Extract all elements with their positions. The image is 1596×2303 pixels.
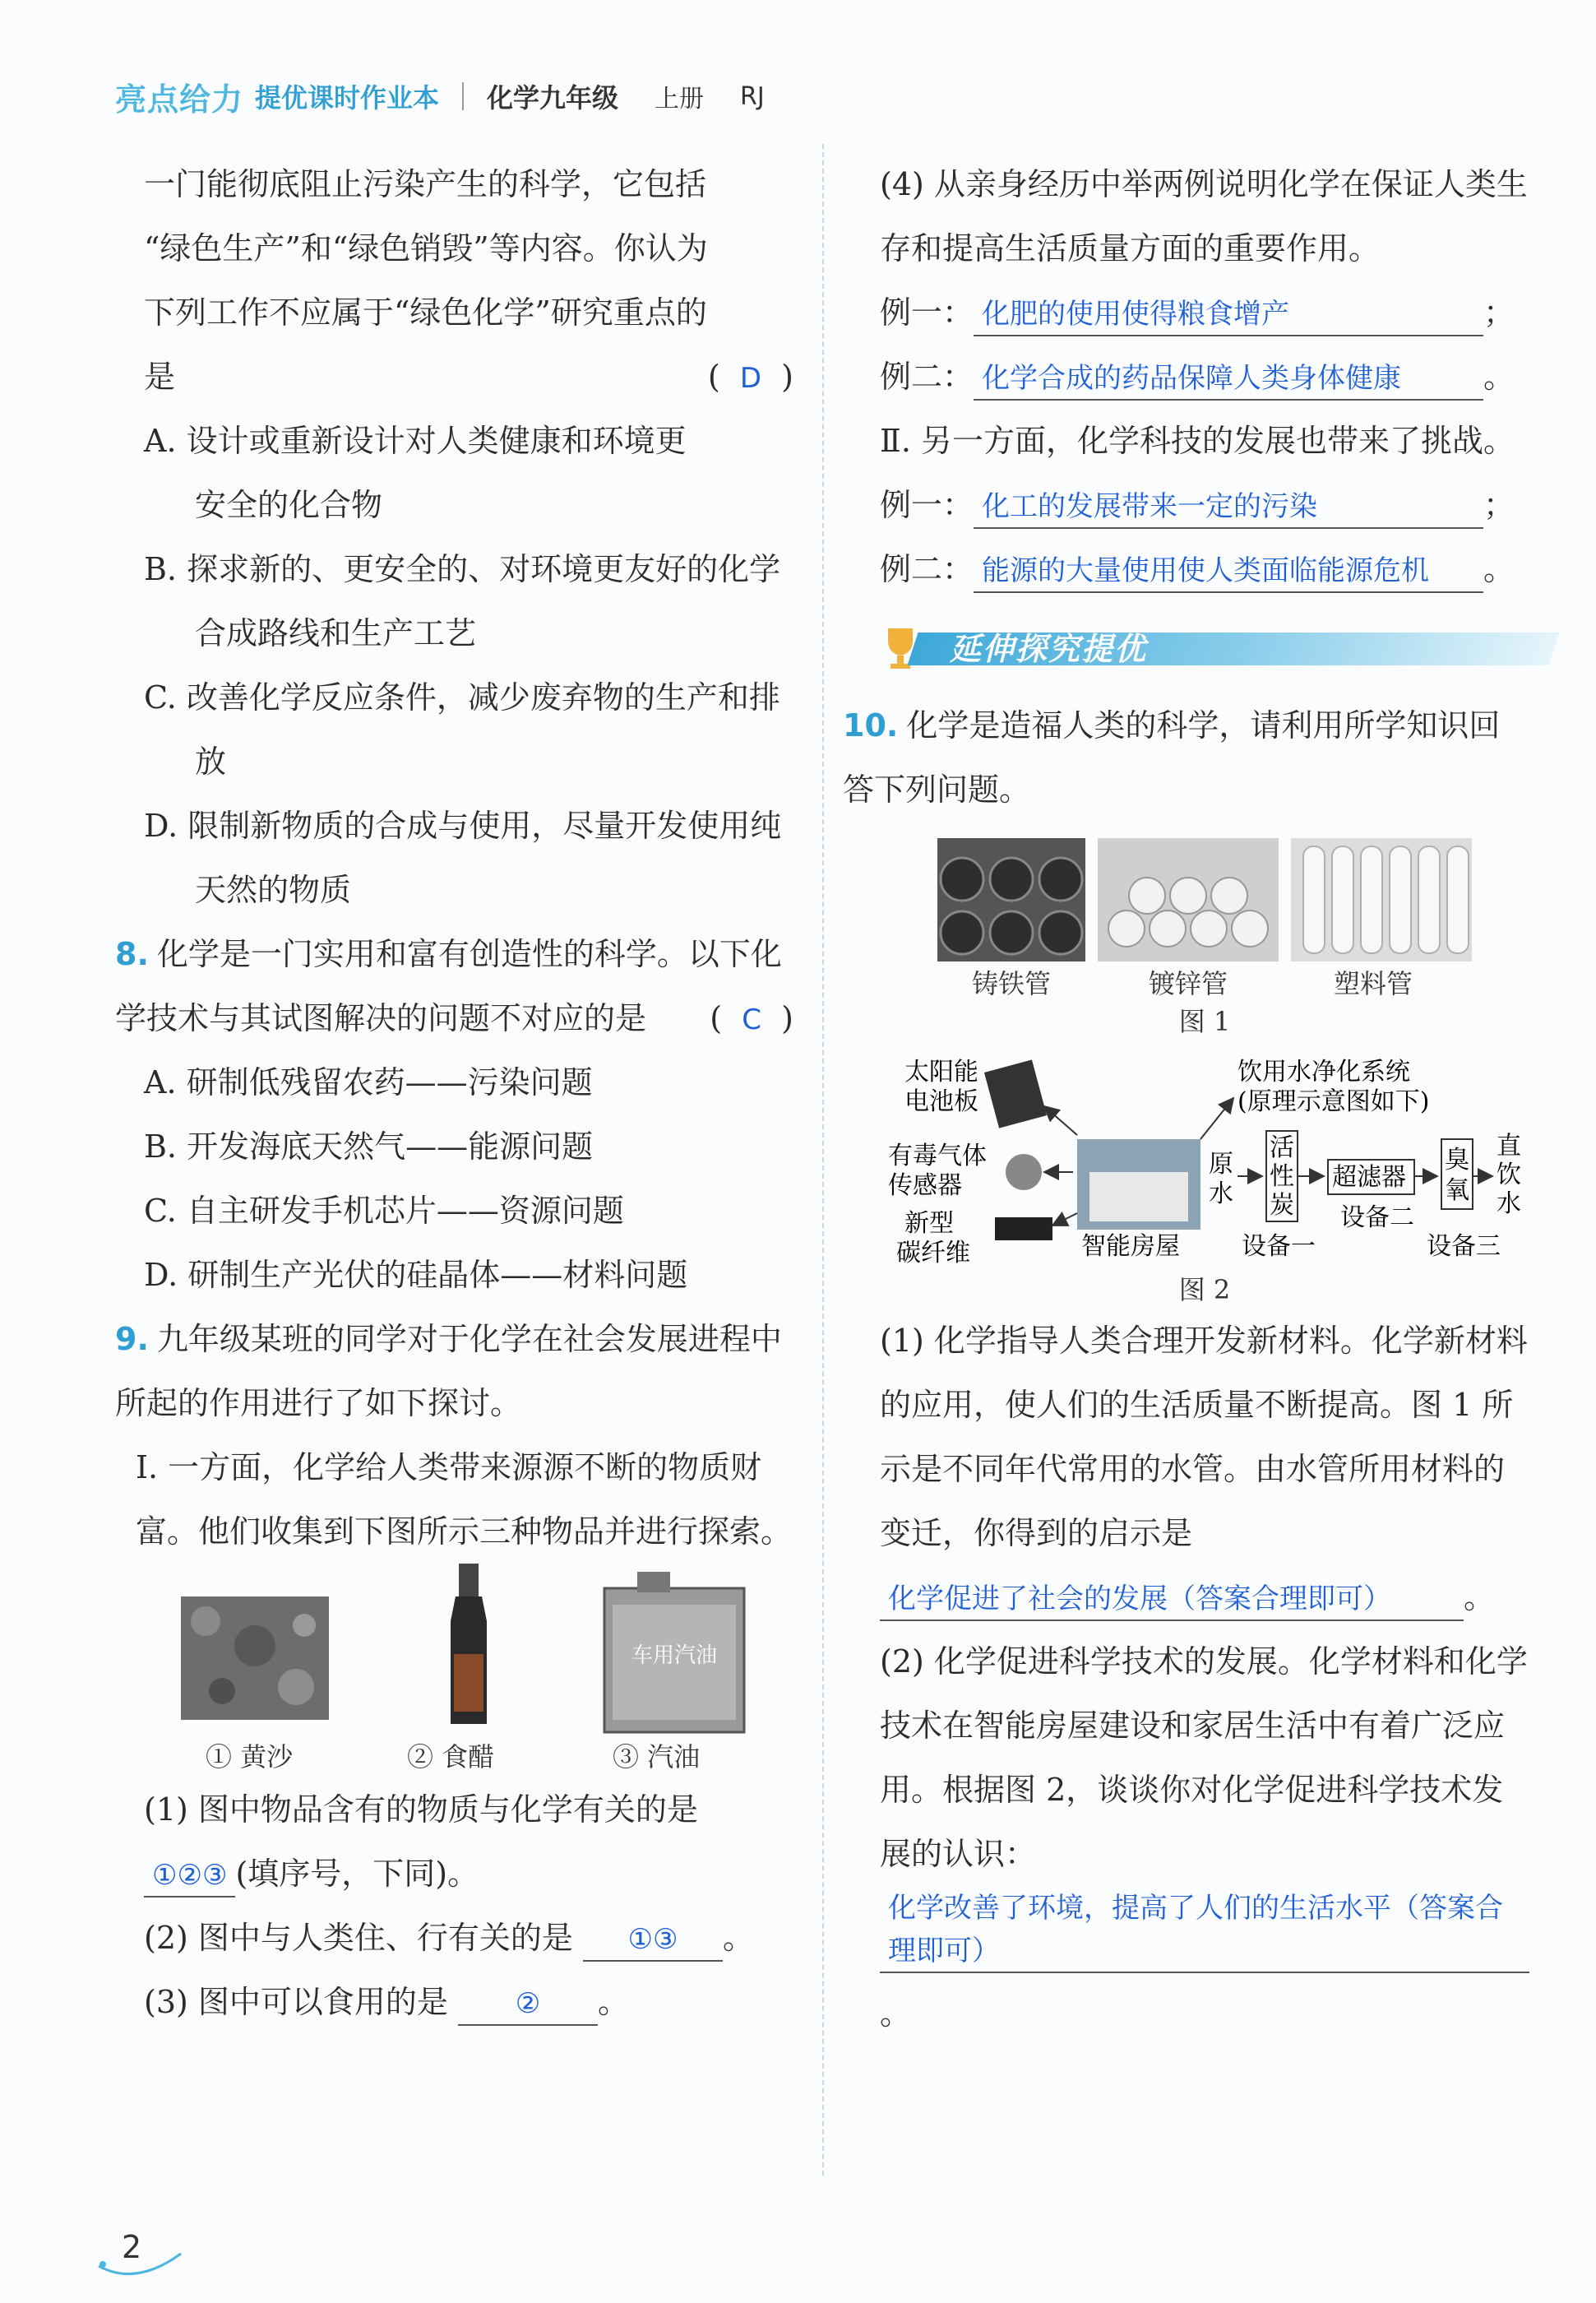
sand-image bbox=[181, 1596, 329, 1720]
page-wave-decoration bbox=[95, 2250, 185, 2282]
q9-4-example1 bbox=[880, 280, 1529, 345]
q7-answer-paren: ( D ) bbox=[707, 359, 793, 395]
fig2-gas-1: 有毒气体 bbox=[888, 1142, 987, 1170]
q8-stem bbox=[115, 922, 793, 1050]
q9-part1: Ⅰ. 一方面，化学给人类带来源源不断的物质财富。他们收集到下图所示三种物品并进行探索。 bbox=[136, 1449, 793, 1550]
q10-2-answer: 化学改善了环境，提高了人们的生活水平（答案合理即可） bbox=[888, 1892, 1503, 1967]
q8-option-b: B. 开发海底天然气——能源问题 bbox=[144, 1128, 594, 1165]
q9-number: 9. bbox=[115, 1321, 149, 1357]
q7-option-c: C. 改善化学反应条件，减少废弃物的生产和排放 bbox=[144, 679, 780, 780]
q7-option-a: A. 设计或重新设计对人类健康和环境更安全的化合物 bbox=[144, 423, 687, 523]
q9-5-ex1-label: 例一： bbox=[880, 487, 974, 523]
q7-stem-tail: 是 bbox=[144, 359, 176, 395]
banner-title: 延伸探究提优 bbox=[950, 631, 1148, 667]
q9-5-ex2-label: 例二： bbox=[880, 551, 974, 587]
q9-3-text: (3) 图中可以食用的是 bbox=[144, 1984, 448, 2020]
svg-text:臭: 臭 bbox=[1445, 1146, 1469, 1175]
q9-5-ex1-answer: 化工的发展带来一定的污染 bbox=[982, 490, 1318, 523]
fig2-solar-2: 电池板 bbox=[904, 1087, 978, 1116]
edition-label: RJ bbox=[740, 81, 765, 111]
q9-4-example2 bbox=[880, 345, 1529, 409]
figure-1-label: 图 1 bbox=[1178, 1006, 1231, 1037]
subject-title: 化学九年级 bbox=[487, 82, 619, 114]
q7-option-b: B. 探求新的、更安全的、对环境更友好的化学合成路线和生产工艺 bbox=[144, 551, 781, 651]
q10-1-answer: 化学促进了社会的发展（答案合理即可） bbox=[888, 1582, 1391, 1615]
fig2-filter: 超滤器 bbox=[1332, 1163, 1406, 1192]
fig2-dev3: 设备三 bbox=[1427, 1232, 1501, 1261]
svg-text:直: 直 bbox=[1497, 1132, 1521, 1161]
q9-part2: Ⅱ. 另一方面，化学科技的发展也带来了挑战。 bbox=[880, 423, 1515, 459]
q10-1-blank bbox=[880, 1577, 1464, 1621]
q9-5-ex2-end: 。 bbox=[1483, 551, 1515, 587]
q10-2-period: 。 bbox=[880, 1995, 912, 2032]
q9-3-blank bbox=[458, 1981, 598, 2026]
q9-4-ex2-end: 。 bbox=[1483, 359, 1515, 395]
brand-logo: 亮点给力 bbox=[115, 81, 244, 118]
q9-4-ex2-label: 例二： bbox=[880, 359, 974, 395]
q10-stem bbox=[843, 693, 1529, 822]
q9-2-line bbox=[144, 1906, 793, 1970]
figure-2-label: 图 2 bbox=[1178, 1274, 1231, 1305]
caption-vinegar: ② 食醋 bbox=[407, 1741, 495, 1772]
q9-1-answer: ①②③ bbox=[152, 1859, 228, 1892]
solar-panel-image bbox=[984, 1059, 1047, 1128]
svg-text:炭: 炭 bbox=[1270, 1191, 1294, 1220]
q9-5-ex1-end: ； bbox=[1483, 487, 1515, 523]
q9-1-blank bbox=[144, 1853, 235, 1898]
q9-4-ex1-end: ； bbox=[1483, 294, 1515, 331]
left-column bbox=[115, 152, 793, 2034]
q10-number: 10. bbox=[843, 707, 899, 744]
q10-stem-text: 化学是造福人类的科学，请利用所学知识回答下列问题。 bbox=[843, 707, 1501, 808]
q10-2-text: (2) 化学促进科学技术的发展。化学材料和化学技术在智能房屋建设和家居生活中有着广泛应用。根据图 2，谈谈你对化学促进科学技术发展的认识： bbox=[880, 1643, 1528, 1872]
fig2-raw-2: 水 bbox=[1209, 1179, 1233, 1208]
q9-3-line bbox=[144, 1970, 793, 2034]
fig2-house: 智能房屋 bbox=[1081, 1232, 1180, 1261]
q8-option-d: D. 研制生产光伏的硅晶体——材料问题 bbox=[144, 1257, 688, 1293]
svg-text:饮: 饮 bbox=[1497, 1161, 1521, 1189]
cast-iron-pipes-image bbox=[937, 838, 1085, 962]
fig2-solar-1: 太阳能 bbox=[904, 1058, 978, 1087]
svg-text:水: 水 bbox=[1497, 1189, 1521, 1218]
q9-2-blank bbox=[583, 1917, 723, 1962]
q10-1-text: (1) 化学指导人类合理开发新材料。化学新材料的应用，使人们的生活质量不断提高。图 1 所示是不同年代常用的水管。由水管所用材料的变迁，你得到的启示是 bbox=[880, 1323, 1528, 1551]
series-title: 提优课时作业本 bbox=[255, 82, 440, 114]
q7-stem-line3: 下列工作不应属于“绿色化学”研究重点的 bbox=[144, 294, 707, 331]
carbon-fiber-image bbox=[995, 1217, 1052, 1240]
fig2-system: 饮用水净化系统 bbox=[1237, 1058, 1410, 1087]
q9-stem-text: 九年级某班的同学对于化学在社会发展进程中所起的作用进行了如下探讨。 bbox=[115, 1321, 782, 1421]
q10-1-period: 。 bbox=[1464, 1579, 1496, 1615]
fig2-carbon-2: 碳纤维 bbox=[896, 1239, 970, 1267]
page-number: 2 bbox=[122, 2229, 142, 2265]
fig2-gas-2: 传感器 bbox=[888, 1171, 962, 1200]
volume-label: 上册 bbox=[655, 85, 705, 114]
q8-stem-text: 化学是一门实用和富有创造性的科学。以下化学技术与其试图解决的问题不对应的是 bbox=[115, 936, 782, 1036]
q8-option-c: C. 自主研发手机芯片——资源问题 bbox=[144, 1193, 624, 1229]
fig2-dev1: 设备一 bbox=[1242, 1232, 1316, 1261]
section-banner bbox=[880, 619, 1529, 679]
figure-1 bbox=[880, 830, 1529, 1003]
plastic-pipes-image bbox=[1291, 838, 1472, 962]
q7-stem-line4 bbox=[144, 345, 793, 409]
svg-text:性: 性 bbox=[1270, 1162, 1294, 1191]
fig1-caption-cast-iron: 铸铁管 bbox=[971, 968, 1052, 999]
q7-answer: D bbox=[739, 362, 762, 395]
column-divider bbox=[822, 144, 824, 2176]
fig1-caption-plastic: 塑料管 bbox=[1333, 968, 1413, 999]
q8-number: 8. bbox=[115, 936, 149, 972]
sensor-image bbox=[1006, 1154, 1042, 1190]
q7-stem-line2: “绿色生产”和“绿色销毁”等内容。你认为 bbox=[144, 230, 708, 266]
fig2-system-sub: (原理示意图如下) bbox=[1237, 1087, 1430, 1116]
page-header bbox=[115, 72, 765, 120]
q9-4-ex1-answer: 化肥的使用使得粮食增产 bbox=[982, 298, 1290, 331]
fig2-carbon-1: 新型 bbox=[904, 1209, 954, 1238]
q7-stem-line1: 一门能彻底阻止污染产生的科学，它包括 bbox=[144, 166, 707, 202]
fig2-dev2: 设备二 bbox=[1340, 1203, 1414, 1232]
svg-text:氧: 氧 bbox=[1445, 1176, 1469, 1205]
figure-2 bbox=[880, 1049, 1529, 1271]
right-column bbox=[843, 152, 1529, 2046]
q9-4-ex1-blank bbox=[974, 292, 1483, 336]
fig2-raw-1: 原 bbox=[1209, 1150, 1233, 1179]
svg-text:活: 活 bbox=[1270, 1133, 1294, 1162]
q9-4-text: (4) 从亲身经历中举两例说明化学在保证人类生存和提高生活质量方面的重要作用。 bbox=[880, 166, 1528, 266]
q9-3-answer: ② bbox=[515, 1987, 541, 2020]
q9-5-example2 bbox=[880, 537, 1529, 601]
caption-gasoline: ③ 汽油 bbox=[613, 1741, 701, 1772]
q9-4-ex1-label: 例一： bbox=[880, 294, 974, 331]
q8-option-a: A. 研制低残留农药——污染问题 bbox=[144, 1064, 593, 1101]
q10-2-blank bbox=[880, 1886, 1529, 1973]
gasoline-can-image bbox=[596, 1572, 752, 1736]
fig1-caption-galvanized: 镀锌管 bbox=[1148, 968, 1228, 999]
q9-5-example1 bbox=[880, 473, 1529, 537]
q9-4-ex2-answer: 化学合成的药品保障人类身体健康 bbox=[982, 362, 1402, 395]
q9-2-answer: ①③ bbox=[627, 1923, 678, 1956]
q9-5-ex2-blank bbox=[974, 549, 1483, 593]
galvanized-pipes-image bbox=[1098, 838, 1279, 962]
caption-sand: ① 黄沙 bbox=[206, 1741, 294, 1772]
q9-1-answer-line bbox=[144, 1842, 793, 1906]
q9-pictures bbox=[144, 1564, 793, 1777]
header-separator bbox=[462, 82, 464, 110]
q9-3-period: 。 bbox=[598, 1984, 630, 2020]
vinegar-bottle-image bbox=[436, 1564, 502, 1728]
q7-option-d: D. 限制新物质的合成与使用，尽量开发使用纯天然的物质 bbox=[144, 808, 782, 908]
q9-5-ex2-answer: 能源的大量使用使人类面临能源危机 bbox=[982, 554, 1430, 587]
q8-answer: C bbox=[742, 1003, 762, 1036]
q9-1-text: (1) 图中物品含有的物质与化学有关的是 bbox=[144, 1791, 698, 1828]
q9-stem bbox=[115, 1307, 793, 1435]
q8-answer-paren: ( C ) bbox=[710, 1000, 793, 1036]
q9-5-ex1-blank bbox=[974, 484, 1483, 529]
q10-1-answer-line bbox=[880, 1565, 1529, 1629]
q10-2-answer-line bbox=[880, 1886, 1529, 2046]
can-label: 车用汽油 bbox=[631, 1643, 718, 1668]
q9-1-tail: (填序号，下同)。 bbox=[235, 1856, 479, 1892]
q9-2-text: (2) 图中与人类住、行有关的是 bbox=[144, 1920, 573, 1956]
q9-2-period: 。 bbox=[723, 1920, 755, 1956]
q9-4-ex2-blank bbox=[974, 356, 1483, 401]
